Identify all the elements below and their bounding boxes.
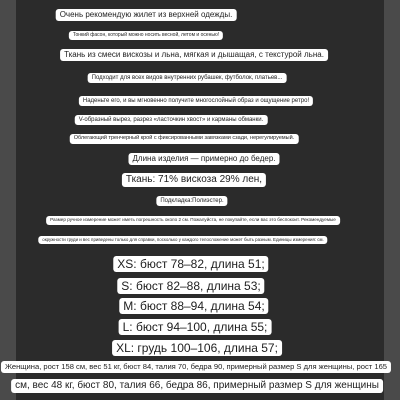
text-line-model-2: см, вес 48 кг, бюст 80, талия 66, бедра 86, примерный размер S для женщины bbox=[11, 379, 383, 393]
size-m: M: бюст 88–94, длина 54; bbox=[119, 298, 268, 314]
size-s: S: бюст 82–88, длина 53; bbox=[117, 278, 264, 294]
product-description-page bbox=[4, 0, 388, 400]
text-line-length: Длина изделия — примерно до бедер. bbox=[128, 153, 279, 165]
size-xs: XS: бюст 78–82, длина 51; bbox=[113, 256, 268, 272]
text-line-reference-note: окружности груди и веc приведены только для справки, посколько у каждого телосложение может быть разным. Единицы измерения: см. bbox=[38, 236, 327, 244]
text-line-v-neck: V-образный вырез, разрез «ласточкин хвост» и карманы обманки. bbox=[75, 115, 268, 125]
text-line-composition: Ткань: 71% вискоза 29% лен, bbox=[122, 173, 266, 187]
text-line-suitable-for: Подходит для всех видов внутренних рубашек, футболок, платьев... bbox=[88, 73, 287, 83]
text-line-fabric-blend: Ткань из смеси вискозы и льна, мягкая и дышащая, с текстурой льна. bbox=[60, 49, 328, 61]
text-line-fit: Облегающий тренчерный крой с фиксированными завязками сзади, нерегулируемый. bbox=[70, 134, 299, 144]
text-line-model-1: Женщина, рост 158 см, вес 51 кг, бюст 84, талия 70, бедра 90, примерный размер S для женщины, рост 165 bbox=[1, 361, 391, 373]
text-line-measurement-note: Размер ручное измерение может иметь погрешность около 2 см. Пожалуйста, не покупайте, если вас это беспокоит. Рекомендуемые bbox=[46, 216, 340, 225]
text-line-season: Тонкий фасон, который можно носить весной, летом и осенью! bbox=[69, 31, 223, 40]
size-xl: XL: грудь 100–106, длина 57; bbox=[112, 340, 282, 356]
size-l: L: бюст 94–100, длина 55; bbox=[119, 319, 272, 335]
text-line-layered-look: Наденьте его, и вы мгновенно получите многослойный образ и ощущение ретро! bbox=[79, 96, 313, 106]
text-line-recommend: Очень рекомендую жилет из верхней одежды. bbox=[56, 9, 237, 21]
text-line-lining: Подкладка:Полиэстер. bbox=[156, 196, 227, 206]
